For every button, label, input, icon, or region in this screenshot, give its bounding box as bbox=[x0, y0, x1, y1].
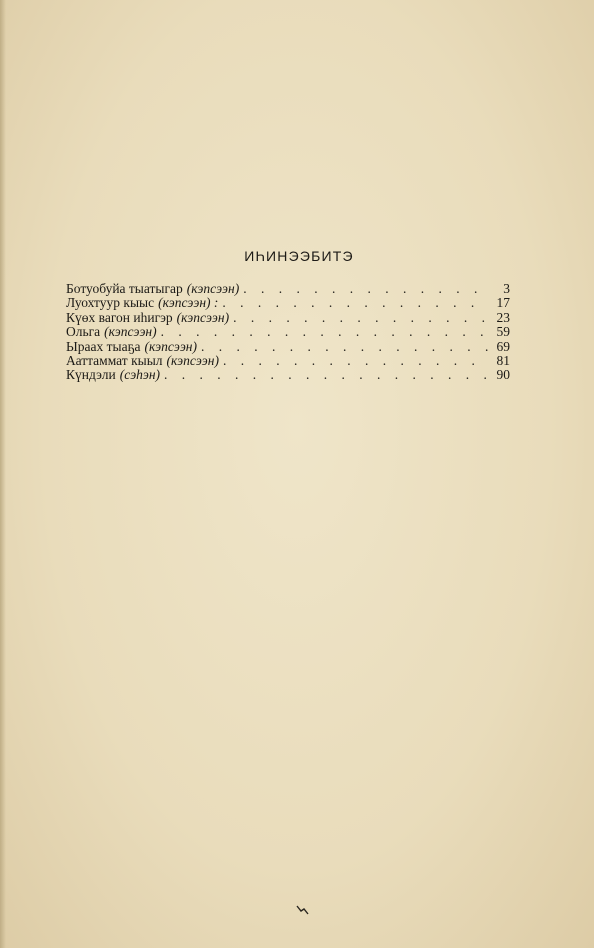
toc-entry-title: Луохтуур кыыс bbox=[66, 295, 155, 311]
dot-leader bbox=[201, 340, 488, 354]
dot-leader bbox=[222, 296, 488, 310]
toc-entry-page: 23 bbox=[496, 309, 510, 325]
page-edge-shadow bbox=[0, 0, 6, 948]
toc-entry-title: Күөх вагон иһигэр bbox=[66, 309, 173, 325]
contents-heading: ИҺИНЭЭБИТЭ bbox=[244, 248, 354, 264]
table-of-contents bbox=[66, 282, 510, 383]
toc-entry-genre: (кэпсээн) : bbox=[158, 295, 219, 311]
toc-entry bbox=[66, 282, 510, 296]
toc-entry-title: Ольга bbox=[66, 324, 101, 340]
toc-entry-genre: (кэпсээн) bbox=[186, 281, 240, 296]
toc-entry bbox=[66, 340, 510, 354]
toc-entry-page: 17 bbox=[496, 295, 510, 311]
toc-entry-genre: (кэпсээн) bbox=[176, 309, 230, 325]
toc-entry-page: 69 bbox=[496, 338, 510, 354]
toc-entry-title: Ыраах тыаҕа bbox=[66, 338, 141, 354]
dot-leader bbox=[161, 325, 488, 339]
toc-entry-genre: (кэпсээн) bbox=[144, 338, 197, 354]
dot-leader bbox=[243, 282, 488, 296]
toc-entry-genre: (кэпсээн) bbox=[166, 353, 219, 369]
toc-entry-title: Ботуобуйа тыатыгар bbox=[66, 281, 183, 296]
toc-entry bbox=[66, 296, 510, 310]
toc-entry-title: Күндэли bbox=[66, 367, 116, 383]
toc-entry bbox=[66, 354, 510, 368]
ink-mark-icon bbox=[296, 904, 310, 916]
dot-leader bbox=[223, 354, 488, 368]
toc-entry-page: 59 bbox=[496, 324, 510, 340]
toc-entry bbox=[66, 325, 510, 339]
toc-entry-title: Ааттаммат кыыл bbox=[66, 353, 163, 369]
dot-leader bbox=[164, 368, 488, 382]
toc-entry-genre: (сэһэн) bbox=[119, 367, 161, 383]
toc-entry bbox=[66, 368, 510, 382]
toc-entry-page: 81 bbox=[496, 353, 510, 369]
toc-entry-genre: (кэпсээн) bbox=[104, 324, 157, 340]
dot-leader bbox=[233, 311, 488, 325]
toc-entry-page: 3 bbox=[503, 281, 510, 296]
toc-entry bbox=[66, 311, 510, 325]
toc-entry-page: 90 bbox=[496, 367, 510, 383]
